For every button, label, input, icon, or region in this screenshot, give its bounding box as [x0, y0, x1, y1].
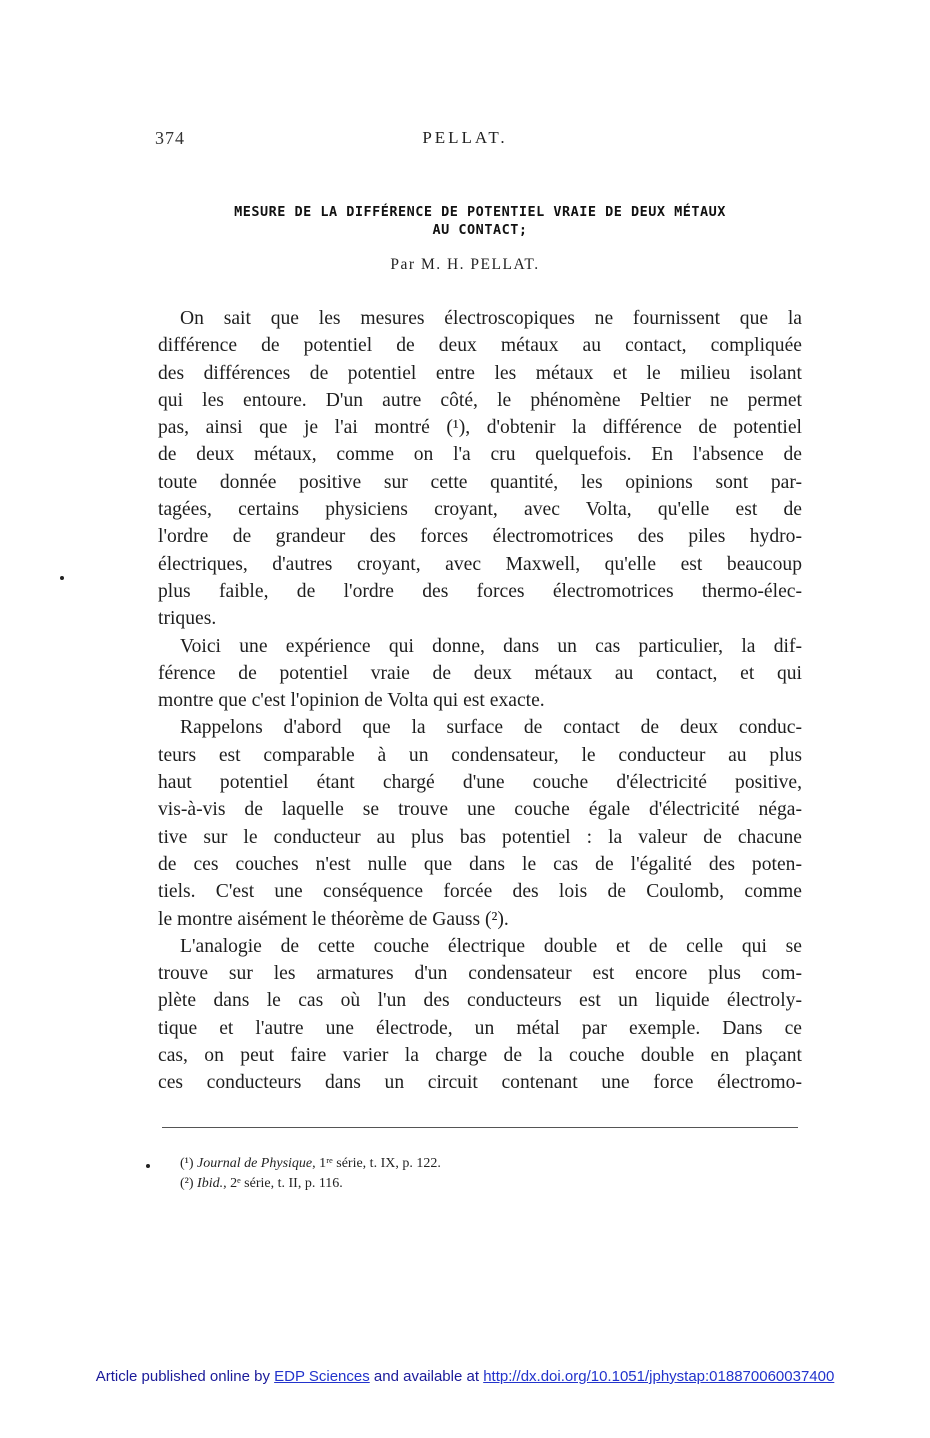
running-head: PELLAT. [422, 128, 508, 147]
body-line: électriques, d'autres croyant, avec Maxwell, qu'elle est beaucoup [158, 553, 802, 575]
article-title [160, 203, 800, 239]
body-line: qui les entoure. D'un autre côté, le phénomène Peltier ne permet [158, 389, 802, 411]
body-line: tagées, certains physiciens croyant, avec Volta, qu'elle est de [158, 499, 802, 521]
body-line: pas, ainsi que je l'ai montré (¹), d'obtenir la différence de potentiel [158, 417, 802, 439]
footnote-1 [180, 1154, 441, 1174]
byline-author: M. H. PELLAT. [420, 256, 540, 273]
footnote-2-rest: , 2ᵉ série, t. II, p. 116. [223, 1176, 343, 1191]
body-line: tique et l'autre une électrode, un métal par exemple. Dans ce [158, 1017, 802, 1039]
article-title-line-2: AU CONTACT; [432, 222, 528, 238]
footnote-margin-dot [146, 1164, 150, 1168]
body-line: férence de potentiel vraie de deux métaux au contact, et qui [158, 662, 802, 684]
page-number: 374 [155, 128, 185, 148]
body-line: le montre aisément le théorème de Gauss (²). [158, 908, 509, 930]
publisher-link[interactable]: EDP Sciences [274, 1368, 370, 1385]
body-line: ces conducteurs dans un circuit contenant une force électromo- [158, 1072, 802, 1094]
footnote-2 [180, 1174, 441, 1194]
body-line: montre que c'est l'opinion de Volta qui est exacte. [158, 690, 545, 712]
body-line: vis-à-vis de laquelle se trouve une couche égale d'électricité néga- [158, 799, 802, 821]
doi-link[interactable]: http://dx.doi.org/10.1051/jphystap:018870060037400 [483, 1368, 835, 1385]
article-title-line-1: MESURE DE LA DIFFÉRENCE DE POTENTIEL VRAIE DE DEUX MÉTAUX [234, 204, 726, 220]
footnote-2-mark: (²) [180, 1176, 194, 1191]
byline [0, 256, 930, 274]
byline-prefix: Par [390, 256, 416, 273]
publisher-note-middle: and available at [373, 1368, 480, 1385]
body-line: toute donnée positive sur cette quantité, les opinions sont par- [158, 471, 802, 493]
body-line: des différences de potentiel entre les métaux et le milieu isolant [158, 362, 802, 384]
body-line: trouve sur les armatures d'un condensateur est encore plus com- [158, 963, 802, 985]
body-line: teurs est comparable à un condensateur, le conducteur au plus [158, 744, 802, 766]
body-line: Voici une expérience qui donne, dans un cas particulier, la dif- [180, 635, 802, 657]
footnote-2-ibid: Ibid. [197, 1176, 224, 1191]
body-line: triques. [158, 608, 217, 630]
body-line: de ces couches n'est nulle que dans le cas de l'égalité des poten- [158, 853, 802, 875]
body-line: haut potentiel étant chargé d'une couche d'électricité positive, [158, 772, 802, 794]
body-line: plus faible, de l'ordre des forces électromotrices thermo-élec- [158, 580, 802, 602]
body-line: différence de potentiel de deux métaux au contact, compliquée [158, 335, 802, 357]
body-line: L'analogie de cette couche électrique double et de celle qui se [180, 935, 802, 957]
body-line: cas, on peut faire varier la charge de la couche double en plaçant [158, 1045, 802, 1067]
footnote-1-journal: Journal de Physique [197, 1156, 313, 1171]
footnote-1-mark: (¹) [180, 1156, 194, 1171]
footnote-1-rest: , 1ʳᵉ série, t. IX, p. 122. [312, 1156, 441, 1171]
body-line: Rappelons d'abord que la surface de contact de deux conduc- [180, 717, 802, 739]
footnote-rule [162, 1127, 798, 1128]
body-line: de deux métaux, comme on l'a cru quelquefois. En l'absence de [158, 444, 802, 466]
publisher-note [0, 1368, 930, 1385]
publisher-note-prefix: Article published online by [95, 1368, 270, 1385]
body-line: tiels. C'est une conséquence forcée des lois de Coulomb, comme [158, 881, 802, 903]
body-line: l'ordre de grandeur des forces électromotrices des piles hydro- [158, 526, 802, 548]
body-line: On sait que les mesures électroscopiques ne fournissent que la [180, 308, 802, 329]
body-text [158, 305, 802, 1097]
left-margin-dot [60, 576, 64, 580]
body-line: plète dans le cas où l'un des conducteurs est un liquide électroly- [158, 990, 802, 1012]
footnotes [180, 1154, 441, 1194]
body-line: tive sur le conducteur au plus bas potentiel : la valeur de chacune [158, 826, 802, 848]
